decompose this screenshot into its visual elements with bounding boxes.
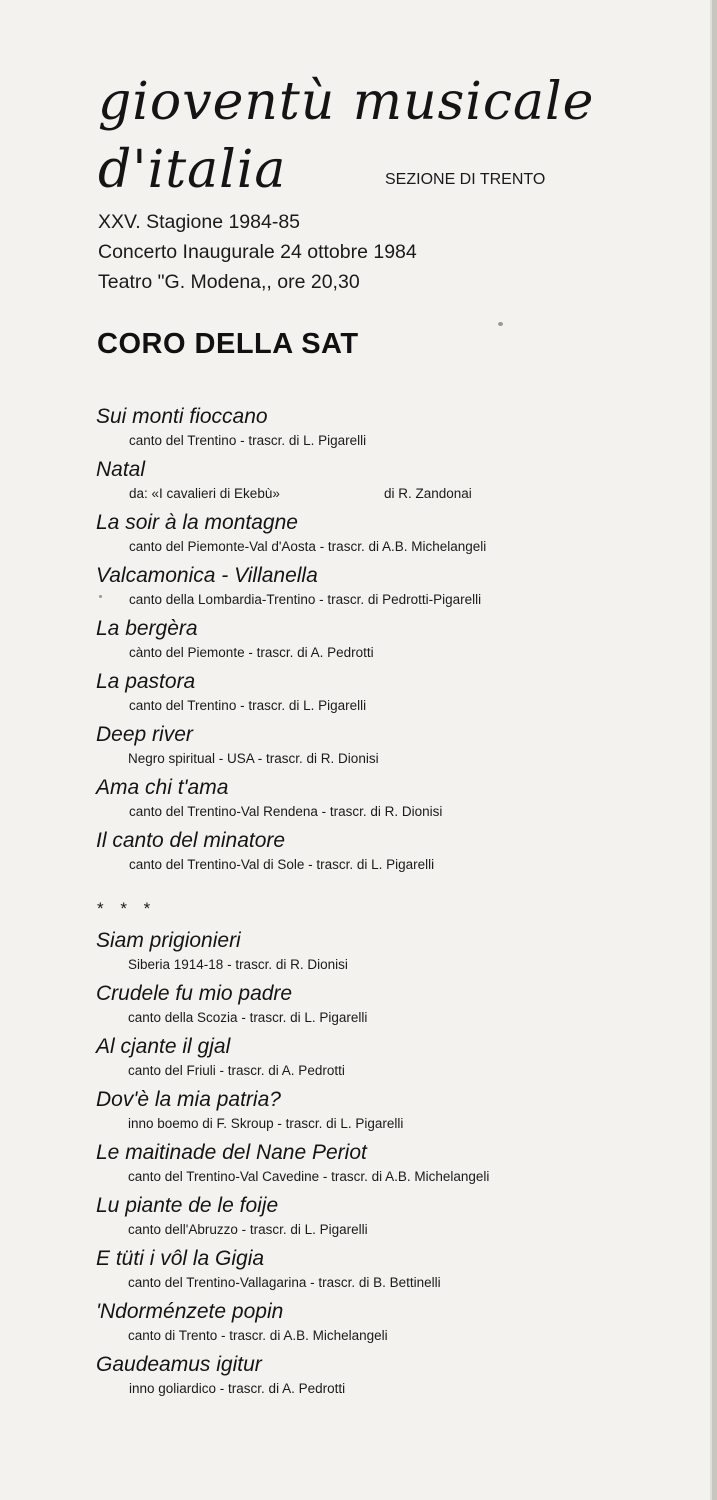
piece-description: da: «I cavalieri di Ekebù» [129, 486, 280, 501]
piece-title: Deep river [96, 723, 193, 746]
piece-description: cànto del Piemonte - trascr. di A. Pedrotti [129, 645, 374, 660]
piece-composer: di R. Zandonai [384, 486, 472, 501]
piece-description: canto di Trento - trascr. di A.B. Michelangeli [128, 1328, 388, 1343]
piece-description: canto del Friuli - trascr. di A. Pedrotti [128, 1063, 345, 1078]
program-item [0, 1247, 712, 1299]
piece-title: La pastora [96, 670, 196, 693]
program-item [0, 405, 712, 457]
program-item [0, 1194, 712, 1246]
piece-description: Siberia 1914-18 - trascr. di R. Dionisi [128, 957, 348, 972]
program-item [0, 776, 712, 828]
piece-title: Al cjante il gjal [96, 1035, 231, 1058]
piece-title: Siam prigionieri [96, 929, 241, 952]
title-line-2: d'italia [98, 140, 287, 200]
piece-description: canto del Piemonte-Val d'Aosta - trascr. di A.B. Michelangeli [129, 539, 487, 554]
concert-line: Concerto Inaugurale 24 ottobre 1984 [98, 241, 417, 263]
program-item [0, 829, 712, 881]
piece-title: La bergèra [96, 617, 198, 640]
piece-title: Natal [96, 458, 146, 481]
piece-description: canto del Trentino-Val Cavedine - trascr. di A.B. Michelangeli [128, 1169, 490, 1184]
program-item [0, 564, 712, 616]
piece-title: Ama chi t'ama [96, 776, 229, 799]
program-item [0, 1353, 712, 1405]
paper-edge-shadow [712, 0, 717, 1500]
piece-description: canto della Lombardia-Trentino - trascr. di Pedrotti-Pigarelli [129, 592, 482, 607]
piece-description: Negro spiritual - USA - trascr. di R. Dionisi [128, 751, 379, 766]
program-item [0, 723, 712, 775]
program-item [0, 458, 712, 510]
piece-description: canto dell'Abruzzo - trascr. di L. Pigarelli [128, 1222, 368, 1237]
title-line-1: gioventù musicale [98, 72, 595, 132]
choir-heading: CORO DELLA SAT [97, 328, 359, 360]
program-item [0, 1141, 712, 1193]
paper-speck [498, 322, 503, 326]
intermission-separator: * * * [97, 899, 157, 918]
piece-description: canto del Trentino-Val Rendena - trascr. di R. Dionisi [129, 804, 443, 819]
piece-title: Valcamonica - Villanella [96, 564, 318, 587]
piece-description: inno boemo di F. Skroup - trascr. di L. Pigarelli [128, 1116, 404, 1131]
program-item [0, 1035, 712, 1087]
piece-title: Il canto del minatore [96, 829, 286, 852]
program-item [0, 670, 712, 722]
section-label: SEZIONE DI TRENTO [385, 171, 546, 188]
program-item [0, 929, 712, 981]
piece-description: canto del Trentino-Val di Sole - trascr. di L. Pigarelli [129, 857, 435, 872]
program-item [0, 511, 712, 563]
piece-title: Lu piante de le foije [96, 1194, 279, 1217]
program-item [0, 1088, 712, 1140]
venue-line: Teatro "G. Modena,, ore 20,30 [98, 271, 360, 293]
piece-description: canto del Trentino - trascr. di L. Pigarelli [129, 698, 367, 713]
piece-description: canto della Scozia - trascr. di L. Pigarelli [128, 1010, 368, 1025]
piece-title: Dov'è la mia patria? [96, 1088, 281, 1111]
piece-title: Le maitinade del Nane Periot [96, 1141, 367, 1164]
piece-description: canto del Trentino-Vallagarina - trascr. di B. Bettinelli [128, 1275, 441, 1290]
piece-title: Crudele fu mio padre [96, 982, 293, 1005]
piece-title: Sui monti fioccano [96, 405, 268, 428]
program-item [0, 1300, 712, 1352]
piece-description: inno goliardico - trascr. di A. Pedrotti [129, 1381, 346, 1396]
program-item [0, 617, 712, 669]
piece-title: 'Ndorménzete popin [96, 1300, 284, 1323]
piece-title: Gaudeamus igitur [96, 1353, 262, 1376]
piece-title: La soir à la montagne [96, 511, 298, 534]
paper-speck [99, 595, 102, 598]
season-line: XXV. Stagione 1984-85 [98, 211, 301, 233]
program-item [0, 982, 712, 1034]
piece-description: canto del Trentino - trascr. di L. Pigarelli [129, 433, 367, 448]
piece-title: E tüti i vôl la Gigia [96, 1247, 265, 1270]
